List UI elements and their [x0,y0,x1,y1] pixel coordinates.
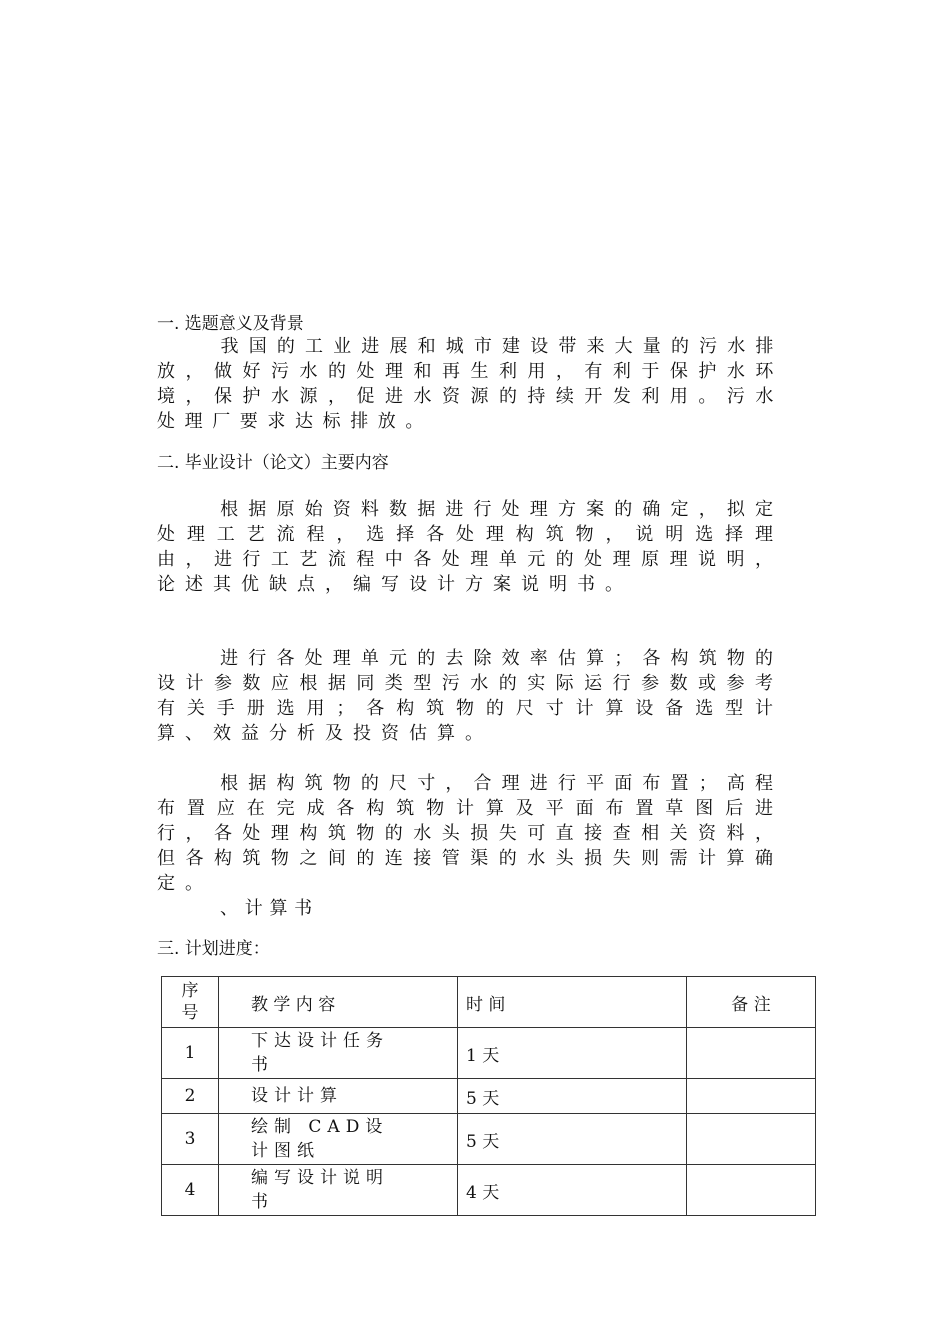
row-note [687,1028,816,1079]
header-content: 教 学 内 容 [219,977,458,1028]
section1-paragraph [157,334,783,434]
section1-heading: 一. 选题意义及背景 [157,314,304,334]
section2-paragraph-1-text: 根据原始资料数据进行处理方案的确定，拟定处理工艺流程，选择各处理构筑物，说明选择理由，进行工艺流程中各处理单元的处理原理说明，论述其优缺点，编写设计方案说明书。 [157,499,783,595]
section2-paragraph-3-text: 根据构筑物的尺寸，合理进行平面布置；高程布置应在完成各构筑物计算及平面布置草图后进行，各处理构筑物的水头损失可直接查相关资料，但各构筑物之间的连接管渠的水头损失则需计算确定。 [157,773,783,894]
table-row [162,1079,816,1114]
section2-paragraph-2-text: 进行各处理单元的去除效率估算；各构筑物的设计参数应根据同类型污水的实际运行参数或参考有关手册选用；各构筑物的尺寸计算设备选型计算、效益分析及投资估算。 [157,648,783,744]
row-note [687,1165,816,1216]
row-no: 1 [162,1028,219,1079]
header-note: 备 注 [687,977,816,1028]
row-time: 1 天 [458,1028,687,1079]
row-time: 4 天 [458,1165,687,1216]
section2-paragraph-2 [157,646,783,746]
section2-tail: 、 计 算 书 [220,898,313,919]
row-content: 下达设计任务书 [219,1028,458,1079]
table-header-row [162,977,816,1028]
row-no: 4 [162,1165,219,1216]
row-time: 5 天 [458,1114,687,1165]
section2-paragraph-1 [157,497,783,597]
section3-heading: 三. 计划进度： [157,939,270,959]
header-time: 时 间 [458,977,687,1028]
schedule-table [161,976,816,1216]
row-time: 5 天 [458,1079,687,1114]
header-no: 序号 [162,977,219,1028]
row-content: 绘制 CAD设计图纸 [219,1114,458,1165]
row-no: 3 [162,1114,219,1165]
table-row [162,1028,816,1079]
table-row [162,1114,816,1165]
section1-paragraph-text: 我国的工业进展和城市建设带来大量的污水排放，做好污水的处理和再生利用，有利于保护水环境，保护水源，促进水资源的持续开发利用。污水处理厂要求达标排放。 [157,336,783,432]
row-content: 编写设计说明书 [219,1165,458,1216]
section2-heading: 二. 毕业设计（论文）主要内容 [157,453,389,473]
row-content: 设计计算 [219,1079,458,1114]
section2-paragraph-3 [157,771,783,896]
row-no: 2 [162,1079,219,1114]
row-note [687,1079,816,1114]
table-row [162,1165,816,1216]
row-note [687,1114,816,1165]
